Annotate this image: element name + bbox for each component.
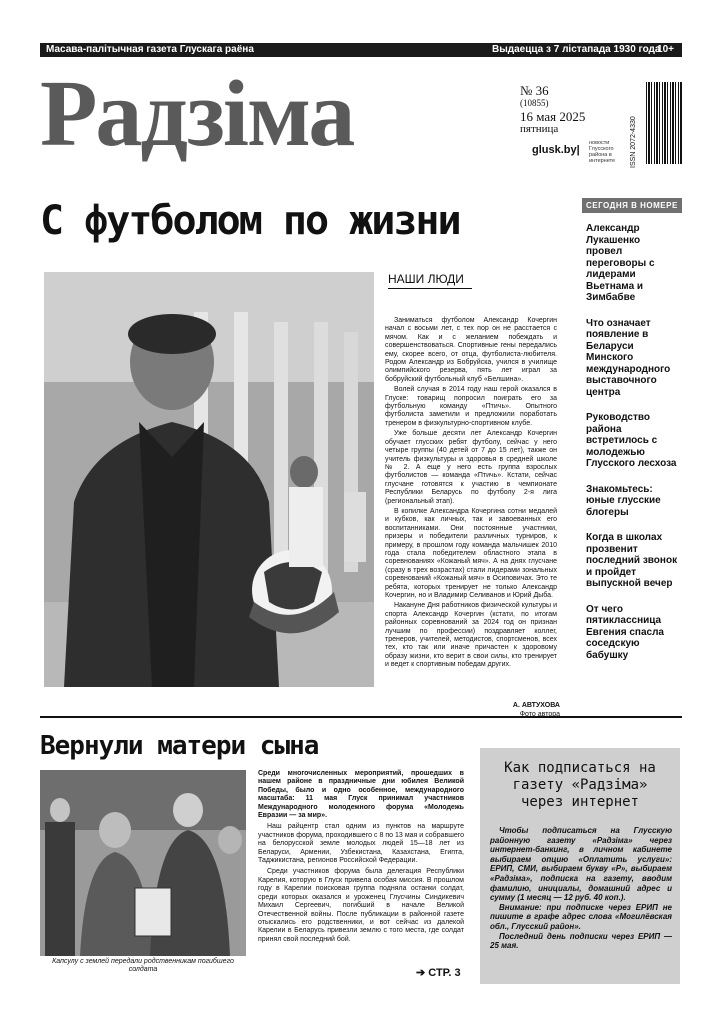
sidebar-item[interactable]: Александр Лукашенко провел переговоры с лидерами Вьетнама и Зимбабве (586, 223, 655, 303)
barcode-icon (646, 82, 682, 164)
site-note: новости Глусского района в интернете (589, 140, 616, 164)
issue-total: (10855) (520, 98, 549, 108)
ceremony-photo-illustration (40, 770, 246, 956)
since-line: Выдаецца з 7 лістапада 1930 года (492, 44, 661, 55)
article1-photo (44, 272, 374, 687)
continued-link[interactable]: ➔ СТР. 3 (416, 967, 461, 979)
issue-number: № 36 (520, 83, 549, 98)
article1-rubric: НАШИ ЛЮДИ (388, 272, 472, 289)
sidebar-item[interactable]: От чего пятиклассница Евгения спасла соседскую бабушку (586, 603, 664, 661)
subscribe-title: Как подписаться на газету «Радзіма» через интернет (504, 760, 656, 810)
sidebar-item[interactable]: Когда в школах прозвенит последний звонок и пройдет выпускной вечер (586, 532, 678, 589)
in-this-issue-sidebar (582, 198, 682, 720)
age-rating: 10+ (657, 44, 674, 55)
article1-paragraph: Волей случая в 2014 году наш герой оказался в Глуске: товарищ попросил поиграть его за футбольную команду «Птичь». Опытного футболиста заметили и предложили поработать тренером в физкультурно-спортивном клубе. (385, 386, 557, 427)
site-link[interactable]: glusk.by| (532, 144, 580, 156)
article1-paragraph: Заниматься футболом Александр Кочергин начал с восьми лет, с тех пор он не расстается с мячом. Как и с желанием побеждать и совершенствоваться. Спортивные гены передались ему, скорее всего, от отца, футболиста-любителя. Родом Александр из Бобруйска, учился в училище олимпийского резерва, пять лет играл за бобруйский футбольный клуб «Белшина». (385, 317, 557, 383)
subscribe-box (480, 748, 680, 984)
article1-title: С футболом по жизни (40, 198, 460, 244)
masthead: Радзіма (40, 62, 354, 166)
sidebar-item[interactable]: Что означает появление в Беларуси Минского международного выставочного центра (586, 317, 671, 398)
subscribe-text (490, 826, 672, 951)
article1-photo-credit: Фото автора (519, 711, 560, 718)
article1-paragraph: Уже больше десяти лет Александр Кочергин обучает глусских ребят футболу, сейчас у него четыре группы (40 детей от 7 до 15 лет), также он учитель физкультуры и здоровья в средней школе № 2. А еще у него есть группа взрослых футболистов — команда «Птичь». Кстати, сейчас глусчане готовятся к участию в чемпионате Республики Беларусь по футболу 2-я лига (региональный этап). (385, 430, 557, 505)
article2-photo (40, 770, 246, 956)
article2-title: Вернули матери сына (40, 731, 319, 761)
subscribe-paragraph: Чтобы подписаться на Глусскую районную газету «Радзіма» через интернет-банкинг, в личном кабинете выбираем опцию «Оплатить услуги»: ЕРИП, СМИ, выбираем букву «Р», выбираем «Радзіма», подписка на газету, вводим фамилию, инициалы, домашний адрес и сумму (1 месяц — 12 руб. 40 коп.). (490, 826, 672, 903)
article2-paragraph: Среди участников форума была делегация Республики Карелия, которую в Глуск привела особая миссия. В прошлом году в Карелии поисковая группа подняла останки солдат, среди которых оказался и уроженец Глусчины Синдикевич Михаил Сергеевич, погибший в начале Великой Отечественной войны. После публикации в районной газете отыскались его родственники, и вот сейчас из далекой Карелии в Беларусь привезли землю с того места, где солдат принял свой последний бой. (258, 868, 464, 943)
article1-author: А. АВТУХОВА (512, 702, 560, 709)
issue-info (520, 84, 585, 136)
tagline: Масава-палітычная газета Глускага раёна (46, 44, 254, 55)
article1-paragraph: В копилке Александра Кочергина сотни медалей и кубков, как личных, так и завоеванных его воспитанниками. Они постоянные участники, призеры и победители различных турниров, к примеру, в прошлом году команда мальчишек 2010 года стала победителем областного этапа в соревнованиях «Кожаный мяч». А на днях глусчане (сразу в трех возрастах) стали лидерами зональных соревнований «Кожаный мяч» в Осиповичах. Это те ребята, которых тренирует не только Александр Кочергин, но и Владимир Селиванов и Юрий Дыба. (385, 507, 557, 599)
article2-photo-caption: Капсулу с землей передали родственникам погибшего солдата (52, 958, 234, 973)
sidebar-item[interactable]: Знакомьтесь: юные глусские блогеры (586, 483, 661, 518)
article2-paragraph: Наш райцентр стал одним из пунктов на маршруте участников форума, проходившего с 8 по 13 мая и собравшего на белорусской земле молодых людей 15—18 лет из Беларуси, Армении, Узбекистана, Казахстана, Египта, Таджикистана, регионов Российской Федерации. (258, 823, 464, 865)
issue-date: 16 мая 2025 (520, 109, 586, 124)
coach-photo-illustration (44, 272, 374, 687)
issue-weekday: пятница (520, 123, 559, 135)
sidebar-item[interactable]: Руководство района встретилось с молодежью Глусского лесхоза (586, 412, 677, 469)
article2-body (258, 770, 464, 947)
article1-body (385, 317, 557, 672)
subscribe-paragraph: Последний день подписки через ЕРИП — 25 мая. (490, 931, 672, 951)
article1-paragraph: Накануне Дня работников физической культуры и спорта Александр Кочергин (кстати, по итогам районных соревнований за 2024 год он признан лучшим по профессии) поздравляет коллег, тренеров, учителей, методистов, спортсменов, всех тех, кто так или иначе причастен к здоровому образу жизни, кто верит в свои силы, кто тренирует и ведет к спортивным победам других. (385, 602, 557, 669)
sidebar-heading: СЕГОДНЯ В НОМЕРЕ (582, 198, 682, 213)
section-divider (40, 716, 682, 718)
article2-lead: Среди многочисленных мероприятий, прошедших в нашем районе в праздничные дни юбилея Великой Победы, было и одно особенное, международного масштаба: 11 мая Глуск принимал участников Международного молодежного форума «Молодежь Евразии — за мир». (258, 770, 464, 820)
top-bar (40, 43, 682, 57)
issn: ISSN 2072-4330 (630, 116, 637, 168)
subscribe-paragraph: Внимание: при подписке через ЕРИП не пишите в графе адрес слова «Могилёвская обл., Глусский район». (490, 902, 672, 931)
